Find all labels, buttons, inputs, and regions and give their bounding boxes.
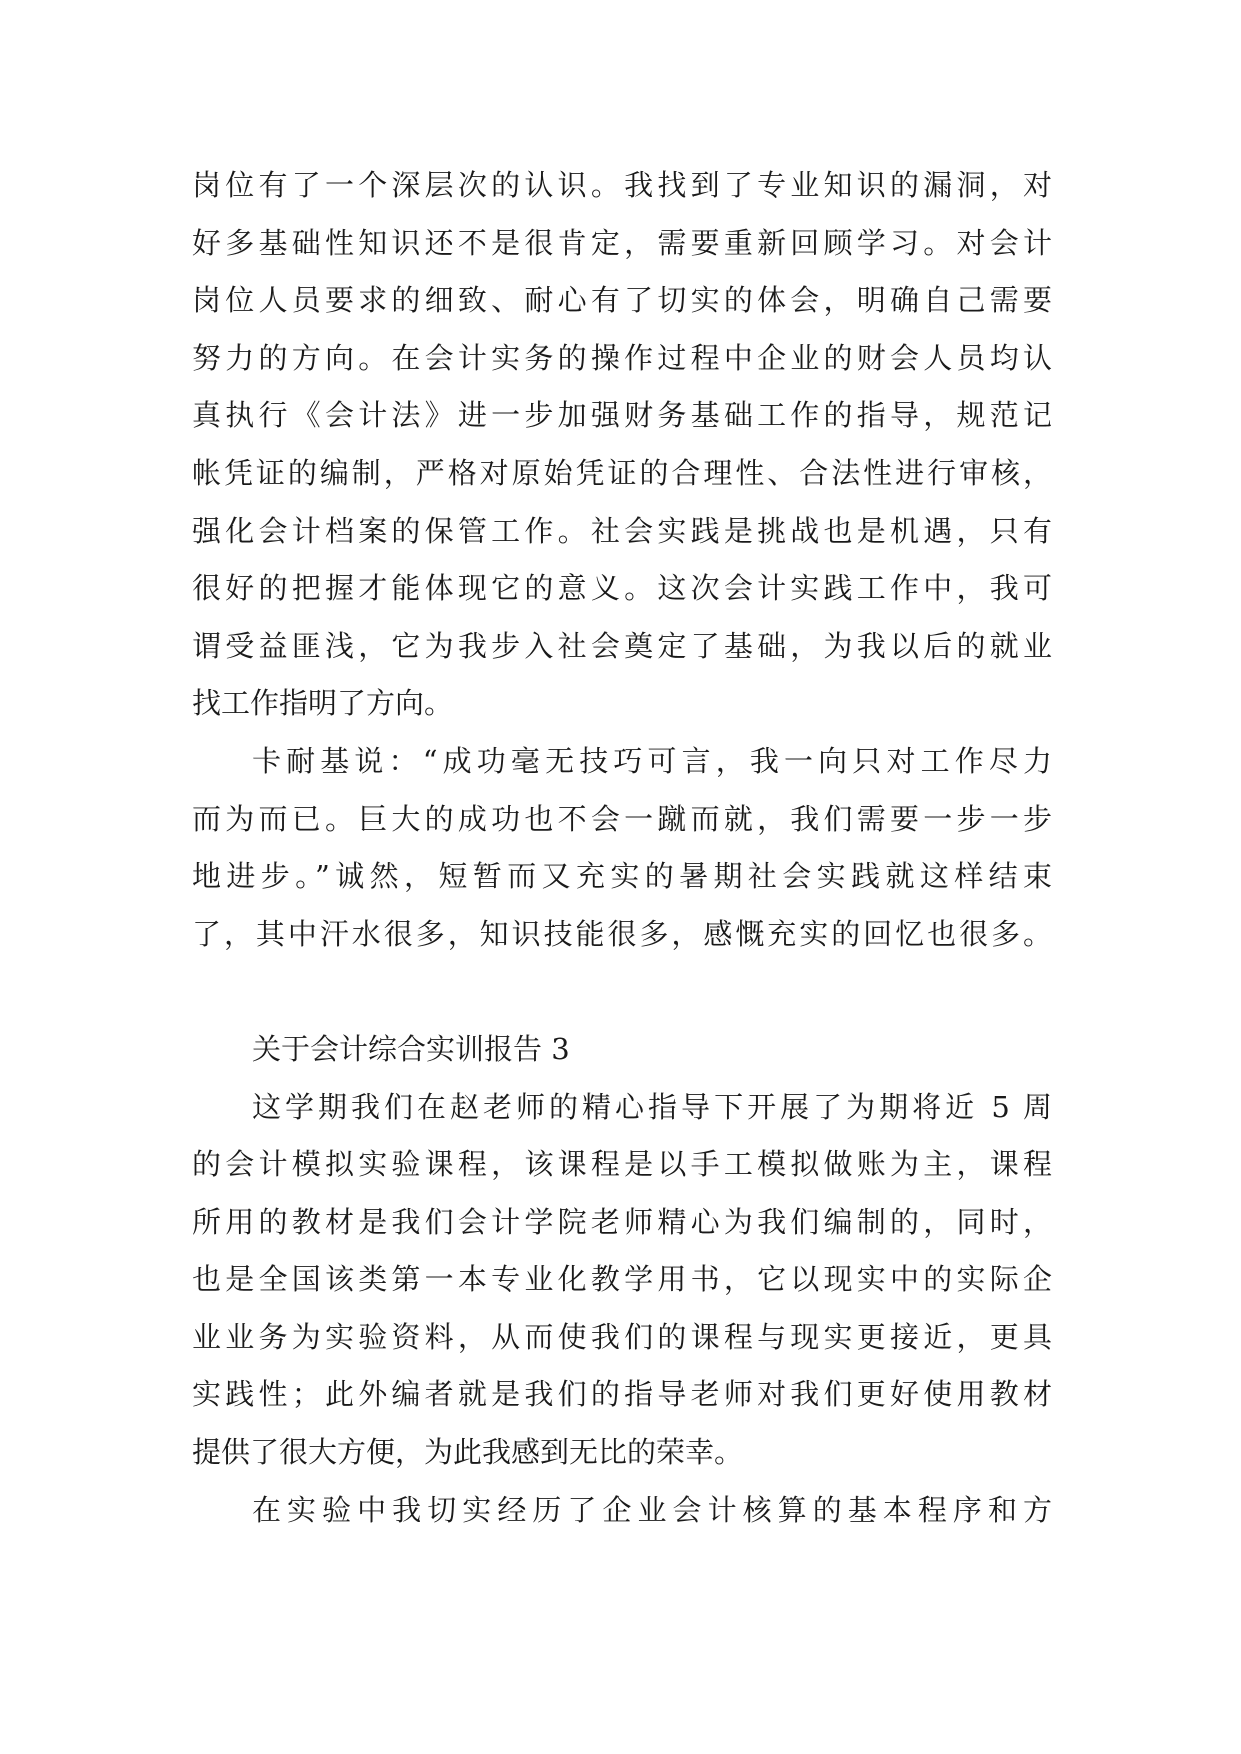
section-heading: 关于会计综合实训报告 3 xyxy=(252,1031,570,1066)
text-line: 地进步。”诚然，短暂而又充实的暑期社会实践就这样结束 xyxy=(192,859,1052,894)
paragraph-2 xyxy=(192,733,1052,963)
text-line: 这学期我们在赵老师的精心指导下开展了为期将近 5 周 xyxy=(252,1089,1052,1124)
text-line: 业业务为实验资料，从而使我们的课程与现实更接近，更具 xyxy=(192,1319,1052,1354)
paragraph-gap xyxy=(192,963,1052,1021)
text-line: 而为而已。巨大的成功也不会一蹴而就，我们需要一步一步 xyxy=(192,801,1052,836)
text-line: 提供了很大方便，为此我感到无比的荣幸。 xyxy=(192,1435,744,1470)
text-line: 真执行《会计法》进一步加强财务基础工作的指导，规范记 xyxy=(192,398,1052,433)
text-line: 也是全国该类第一本专业化教学用书，它以现实中的实际企 xyxy=(192,1262,1052,1297)
text-line: 实践性；此外编者就是我们的指导老师对我们更好使用教材 xyxy=(192,1377,1052,1412)
text-line: 了，其中汗水很多，知识技能很多，感慨充实的回忆也很多。 xyxy=(192,916,1052,951)
text-line: 谓受益匪浅，它为我步入社会奠定了基础，为我以后的就业 xyxy=(192,628,1052,663)
text-line: 努力的方向。在会计实务的操作过程中企业的财会人员均认 xyxy=(192,340,1052,375)
text-line: 很好的把握才能体现它的意义。这次会计实践工作中，我可 xyxy=(192,571,1052,606)
text-line: 所用的教材是我们会计学院老师精心为我们编制的，同时， xyxy=(192,1204,1052,1239)
text-line: 的会计模拟实验课程，该课程是以手工模拟做账为主，课程 xyxy=(192,1147,1052,1182)
paragraph-1 xyxy=(192,157,1052,733)
text-line: 好多基础性知识还不是很肯定，需要重新回顾学习。对会计 xyxy=(192,225,1052,260)
text-line: 强化会计档案的保管工作。社会实践是挑战也是机遇，只有 xyxy=(192,513,1052,548)
text-line: 找工作指明了方向。 xyxy=(192,686,454,721)
text-line: 岗位人员要求的细致、耐心有了切实的体会，明确自己需要 xyxy=(192,283,1052,318)
paragraph-3 xyxy=(192,1079,1052,1482)
text-line: 卡耐基说：“成功毫无技巧可言，我一向只对工作尽力 xyxy=(252,743,1052,778)
document-body xyxy=(192,157,1052,1539)
paragraph-4 xyxy=(192,1482,1052,1540)
text-line: 岗位有了一个深层次的认识。我找到了专业知识的漏洞，对 xyxy=(192,168,1052,202)
text-line: 帐凭证的编制，严格对原始凭证的合理性、合法性进行审核， xyxy=(192,455,1052,490)
text-line: 在实验中我切实经历了企业会计核算的基本程序和方 xyxy=(252,1492,1052,1527)
